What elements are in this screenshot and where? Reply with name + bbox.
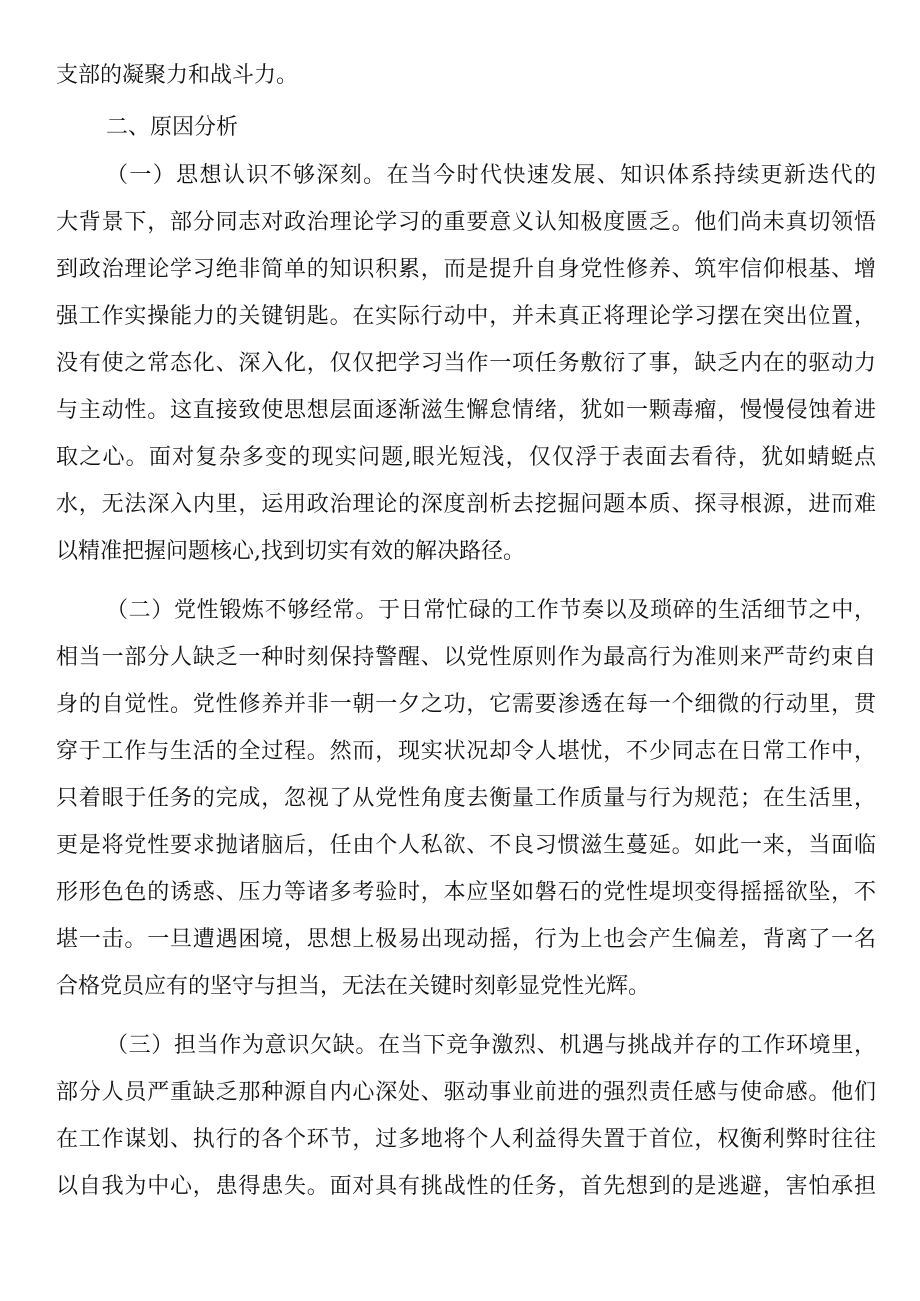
body-text-line: 堪一击。一旦遭遇困境，思想上极易出现动摇，行为上也会产生偏差，背离了一名: [56, 927, 876, 952]
body-text-line: 强工作实操能力的关键钥匙。在实际行动中，并未真正将理论学习摆在突出位置，: [56, 304, 876, 329]
paragraph-heading-line: （二）党性锻炼不够经常。于日常忙碌的工作节奏以及琐碎的生活细节之中，: [106, 598, 876, 623]
body-text-line: 相当一部分人缺乏一种时刻保持警醒、以党性原则作为最高行为准则来严苛约束自: [56, 645, 876, 670]
body-text-line: 在工作谋划、执行的各个环节，过多地将个人利益得失置于首位，权衡利弊时往往: [56, 1127, 876, 1152]
body-text-line: 部分人员严重缺乏那种源自内心深处、驱动事业前进的强烈责任感与使命感。他们: [56, 1080, 876, 1105]
body-text-line: 只着眼于任务的完成，忽视了从党性角度去衡量工作质量与行为规范；在生活里，: [56, 786, 876, 811]
body-text-line: 形形色色的诱惑、压力等诸多考验时，本应坚如磐石的党性堤坝变得摇摇欲坠，不: [56, 880, 876, 905]
body-text-line: 与主动性。这直接致使思想层面逐渐滋生懈怠情绪，犹如一颗毒瘤，慢慢侵蚀着进: [56, 398, 876, 423]
body-text-line: 到政治理论学习绝非简单的知识积累，而是提升自身党性修养、筑牢信仰根基、增: [56, 257, 876, 282]
body-text-line: 取之心。面对复杂多变的现实问题,眼光短浅，仅仅浮于表面去看待，犹如蜻蜓点: [56, 445, 876, 470]
paragraph-heading-line: （一）思想认识不够深刻。在当今时代快速发展、知识体系持续更新迭代的: [106, 163, 876, 188]
body-text-line: 穿于工作与生活的全过程。然而，现实状况却令人堪忧，不少同志在日常工作中，: [56, 739, 876, 764]
body-text-line: 大背景下，部分同志对政治理论学习的重要意义认知极度匮乏。他们尚未真切领悟: [56, 210, 876, 235]
body-text-line: 以自我为中心，患得患失。面对具有挑战性的任务，首先想到的是逃避，害怕承担: [56, 1174, 876, 1199]
body-text-line: 支部的凝聚力和战斗力。: [56, 63, 299, 88]
section-heading: 二、原因分析: [106, 115, 239, 140]
body-text-line: 身的自觉性。党性修养并非一朝一夕之功，它需要渗透在每一个细微的行动里，贯: [56, 692, 876, 717]
body-text-line: 以精准把握问题核心,找到切实有效的解决路径。: [56, 539, 525, 564]
body-text-line: 没有使之常态化、深入化，仅仅把学习当作一项任务敷衍了事，缺乏内在的驱动力: [56, 351, 876, 376]
body-text-line: 合格党员应有的坚守与担当，无法在关键时刻彰显党性光辉。: [56, 974, 651, 999]
paragraph-heading-line: （三）担当作为意识欠缺。在当下竞争激烈、机遇与挑战并存的工作环境里，: [106, 1033, 876, 1058]
body-text-line: 更是将党性要求抛诸脑后，任由个人私欲、不良习惯滋生蔓延。如此一来，当面临: [56, 833, 876, 858]
body-text-line: 水，无法深入内里，运用政治理论的深度剖析去挖掘问题本质、探寻根源，进而难: [56, 492, 876, 517]
